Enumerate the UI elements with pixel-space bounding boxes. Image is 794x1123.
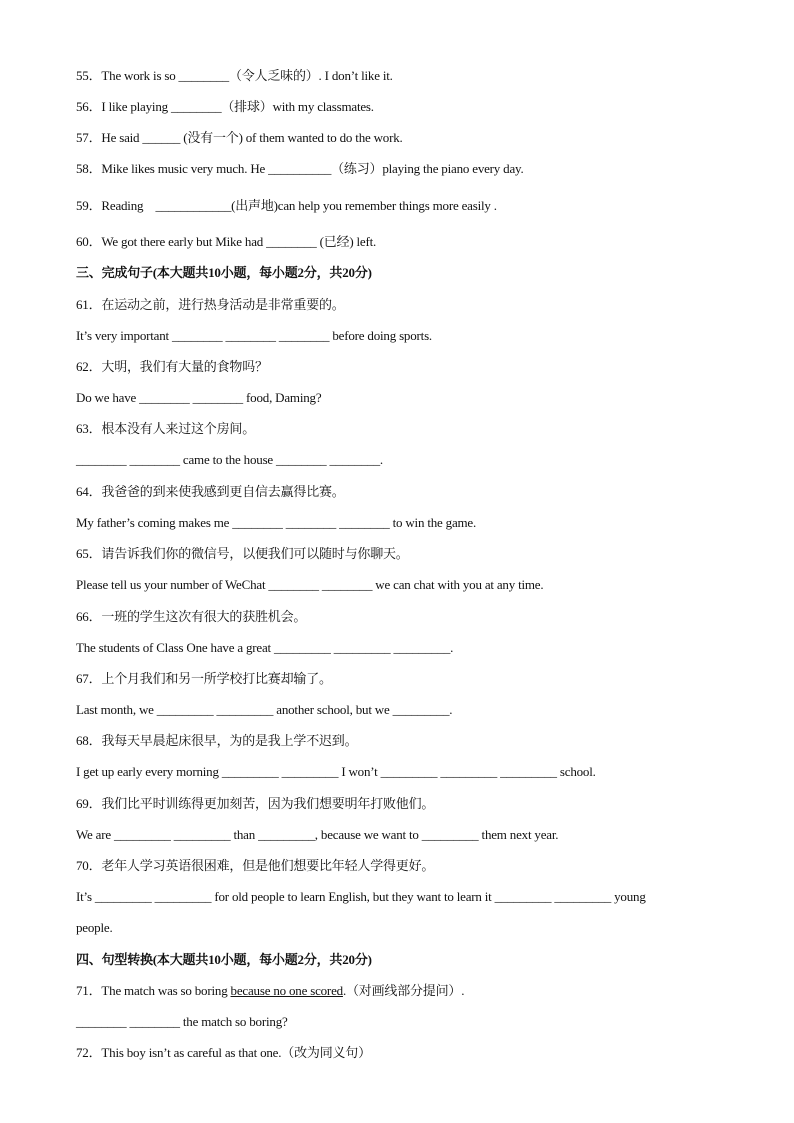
question-64-prompt: 64．我爸爸的到来使我感到更自信去赢得比赛。 bbox=[76, 484, 345, 499]
question-71-sentence: ________ ________ the match so boring? bbox=[76, 1014, 288, 1029]
question-70-prompt: 70．老年人学习英语很困难，但是他们想要比年轻人学得更好。 bbox=[76, 858, 435, 873]
question-71-text-after: .（对画线部分提问）. bbox=[342, 983, 465, 998]
question-70-sentence: It’s _________ _________ for old people to learn English, but they want to learn it _________ _________ young bbox=[76, 889, 646, 904]
question-58: 58．Mike likes music very much. He __________（练习）playing the piano every day. bbox=[76, 161, 524, 176]
question-66-sentence: The students of Class One have a great _________ _________ _________. bbox=[76, 640, 454, 655]
section-3-heading: 三、完成句子(本大题共10小题，每小题2分，共20分) bbox=[76, 265, 372, 280]
question-72-prompt: 72．This boy isn’t as careful as that one.（改为同义句） bbox=[76, 1045, 371, 1060]
question-70-sentence-cont: people. bbox=[76, 920, 113, 935]
question-62-sentence: Do we have ________ ________ food, Daming? bbox=[76, 390, 322, 405]
question-56: 56．I like playing ________（排球）with my classmates. bbox=[76, 99, 374, 114]
question-69-prompt: 69．我们比平时训练得更加刻苦，因为我们想要明年打败他们。 bbox=[76, 796, 435, 811]
question-66-prompt: 66．一班的学生这次有很大的获胜机会。 bbox=[76, 609, 307, 624]
question-67-sentence: Last month, we _________ _________ another school, but we _________. bbox=[76, 702, 453, 717]
question-61-prompt: 61．在运动之前，进行热身活动是非常重要的。 bbox=[76, 297, 345, 312]
question-71-text-before: 71．The match was so boring bbox=[76, 983, 231, 998]
question-62-prompt: 62．大明，我们有大量的食物吗？ bbox=[76, 359, 268, 374]
question-57: 57．He said ______ (没有一个) of them wanted to do the work. bbox=[76, 130, 403, 145]
section-4-heading: 四、句型转换(本大题共10小题，每小题2分，共20分) bbox=[76, 952, 372, 967]
question-59: 59．Reading ____________(出声地)can help you remember things more easily . bbox=[76, 198, 497, 213]
question-67-prompt: 67．上个月我们和另一所学校打比赛却输了。 bbox=[76, 671, 332, 686]
question-65-prompt: 65．请告诉我们你的微信号，以便我们可以随时与你聊天。 bbox=[76, 546, 409, 561]
question-69-sentence: We are _________ _________ than _________, because we want to _________ them next year. bbox=[76, 827, 559, 842]
question-71-prompt bbox=[76, 983, 464, 999]
question-64-sentence: My father’s coming makes me ________ ________ ________ to win the game. bbox=[76, 515, 477, 530]
question-68-sentence: I get up early every morning _________ _________ I won’t _________ _________ _________ school. bbox=[76, 764, 596, 779]
question-68-prompt: 68．我每天早晨起床很早，为的是我上学不迟到。 bbox=[76, 733, 358, 748]
question-55: 55．The work is so ________（令人乏味的）. I don’t like it. bbox=[76, 68, 393, 83]
question-63-sentence: ________ ________ came to the house ________ ________. bbox=[76, 452, 383, 467]
question-60: 60．We got there early but Mike had ________ (已经) left. bbox=[76, 234, 377, 249]
question-63-prompt: 63．根本没有人来过这个房间。 bbox=[76, 421, 256, 436]
question-61-sentence: It’s very important ________ ________ ________ before doing sports. bbox=[76, 328, 432, 343]
question-65-sentence: Please tell us your number of WeChat ________ ________ we can chat with you at any time. bbox=[76, 577, 544, 592]
question-71-underlined: because no one scored bbox=[230, 983, 343, 998]
